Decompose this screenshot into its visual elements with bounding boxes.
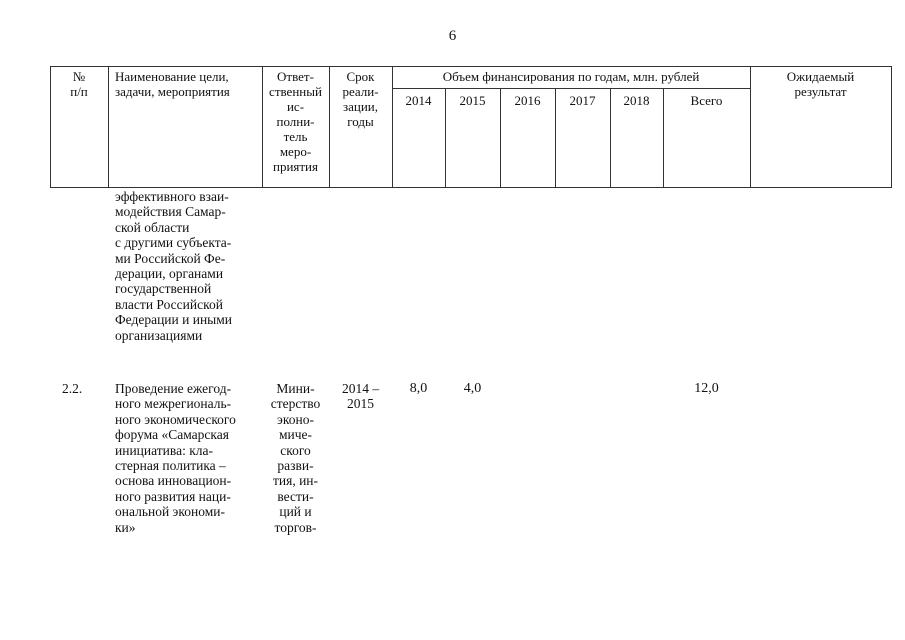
header-year-2014: 2014 [405, 93, 432, 108]
header-funding: Объем финансирования по годам, млн. рублей [442, 69, 700, 84]
col-border [108, 66, 109, 188]
row-2-2-name: Проведение ежегод- ного межрегиональ- ного экономического форума «Самарская инициатива: кла- стерная политика – основа инновацион- ного развития наци- ональной экономи- ки» [115, 381, 236, 535]
header-top-border [50, 66, 892, 67]
row-2-2-executor: Мини- стерство эконо- миче- ского разви- тия, ин- вести- ций и торгов- [270, 381, 321, 535]
header-total: Всего [690, 93, 723, 108]
row-2-2-value-2014: 8,0 [409, 381, 428, 396]
continuation-text: эффективного взаи- модействия Самар- ской области с другими субъекта- ми Российской Фе- дерации, органами государственной власти Российской Федерации и иными организациями [115, 189, 233, 343]
header-year-2015: 2015 [459, 93, 486, 108]
page-number: 6 [448, 28, 457, 44]
col-border [392, 66, 393, 188]
header-result: Ожидаемый результат [786, 69, 855, 99]
header-num: № п/п [70, 69, 88, 99]
header-year-2017: 2017 [569, 93, 596, 108]
header-executor: Ответ- ственный ис- полни- тель меро- приятия [269, 69, 322, 174]
row-2-2-num: 2.2. [62, 381, 83, 396]
header-name: Наименование цели, задачи, мероприятия [115, 69, 230, 99]
row-2-2-value-total: 12,0 [694, 381, 719, 396]
header-year-2018: 2018 [623, 93, 650, 108]
col-border [891, 66, 892, 188]
table-header [50, 66, 892, 187]
header-year-2016: 2016 [514, 93, 541, 108]
header-term: Срок реали- зации, годы [342, 69, 379, 129]
row-2-2-value-2015: 4,0 [463, 381, 482, 396]
header-bottom-border [50, 187, 892, 188]
row-2-2-term: 2014 – 2015 [341, 381, 380, 412]
